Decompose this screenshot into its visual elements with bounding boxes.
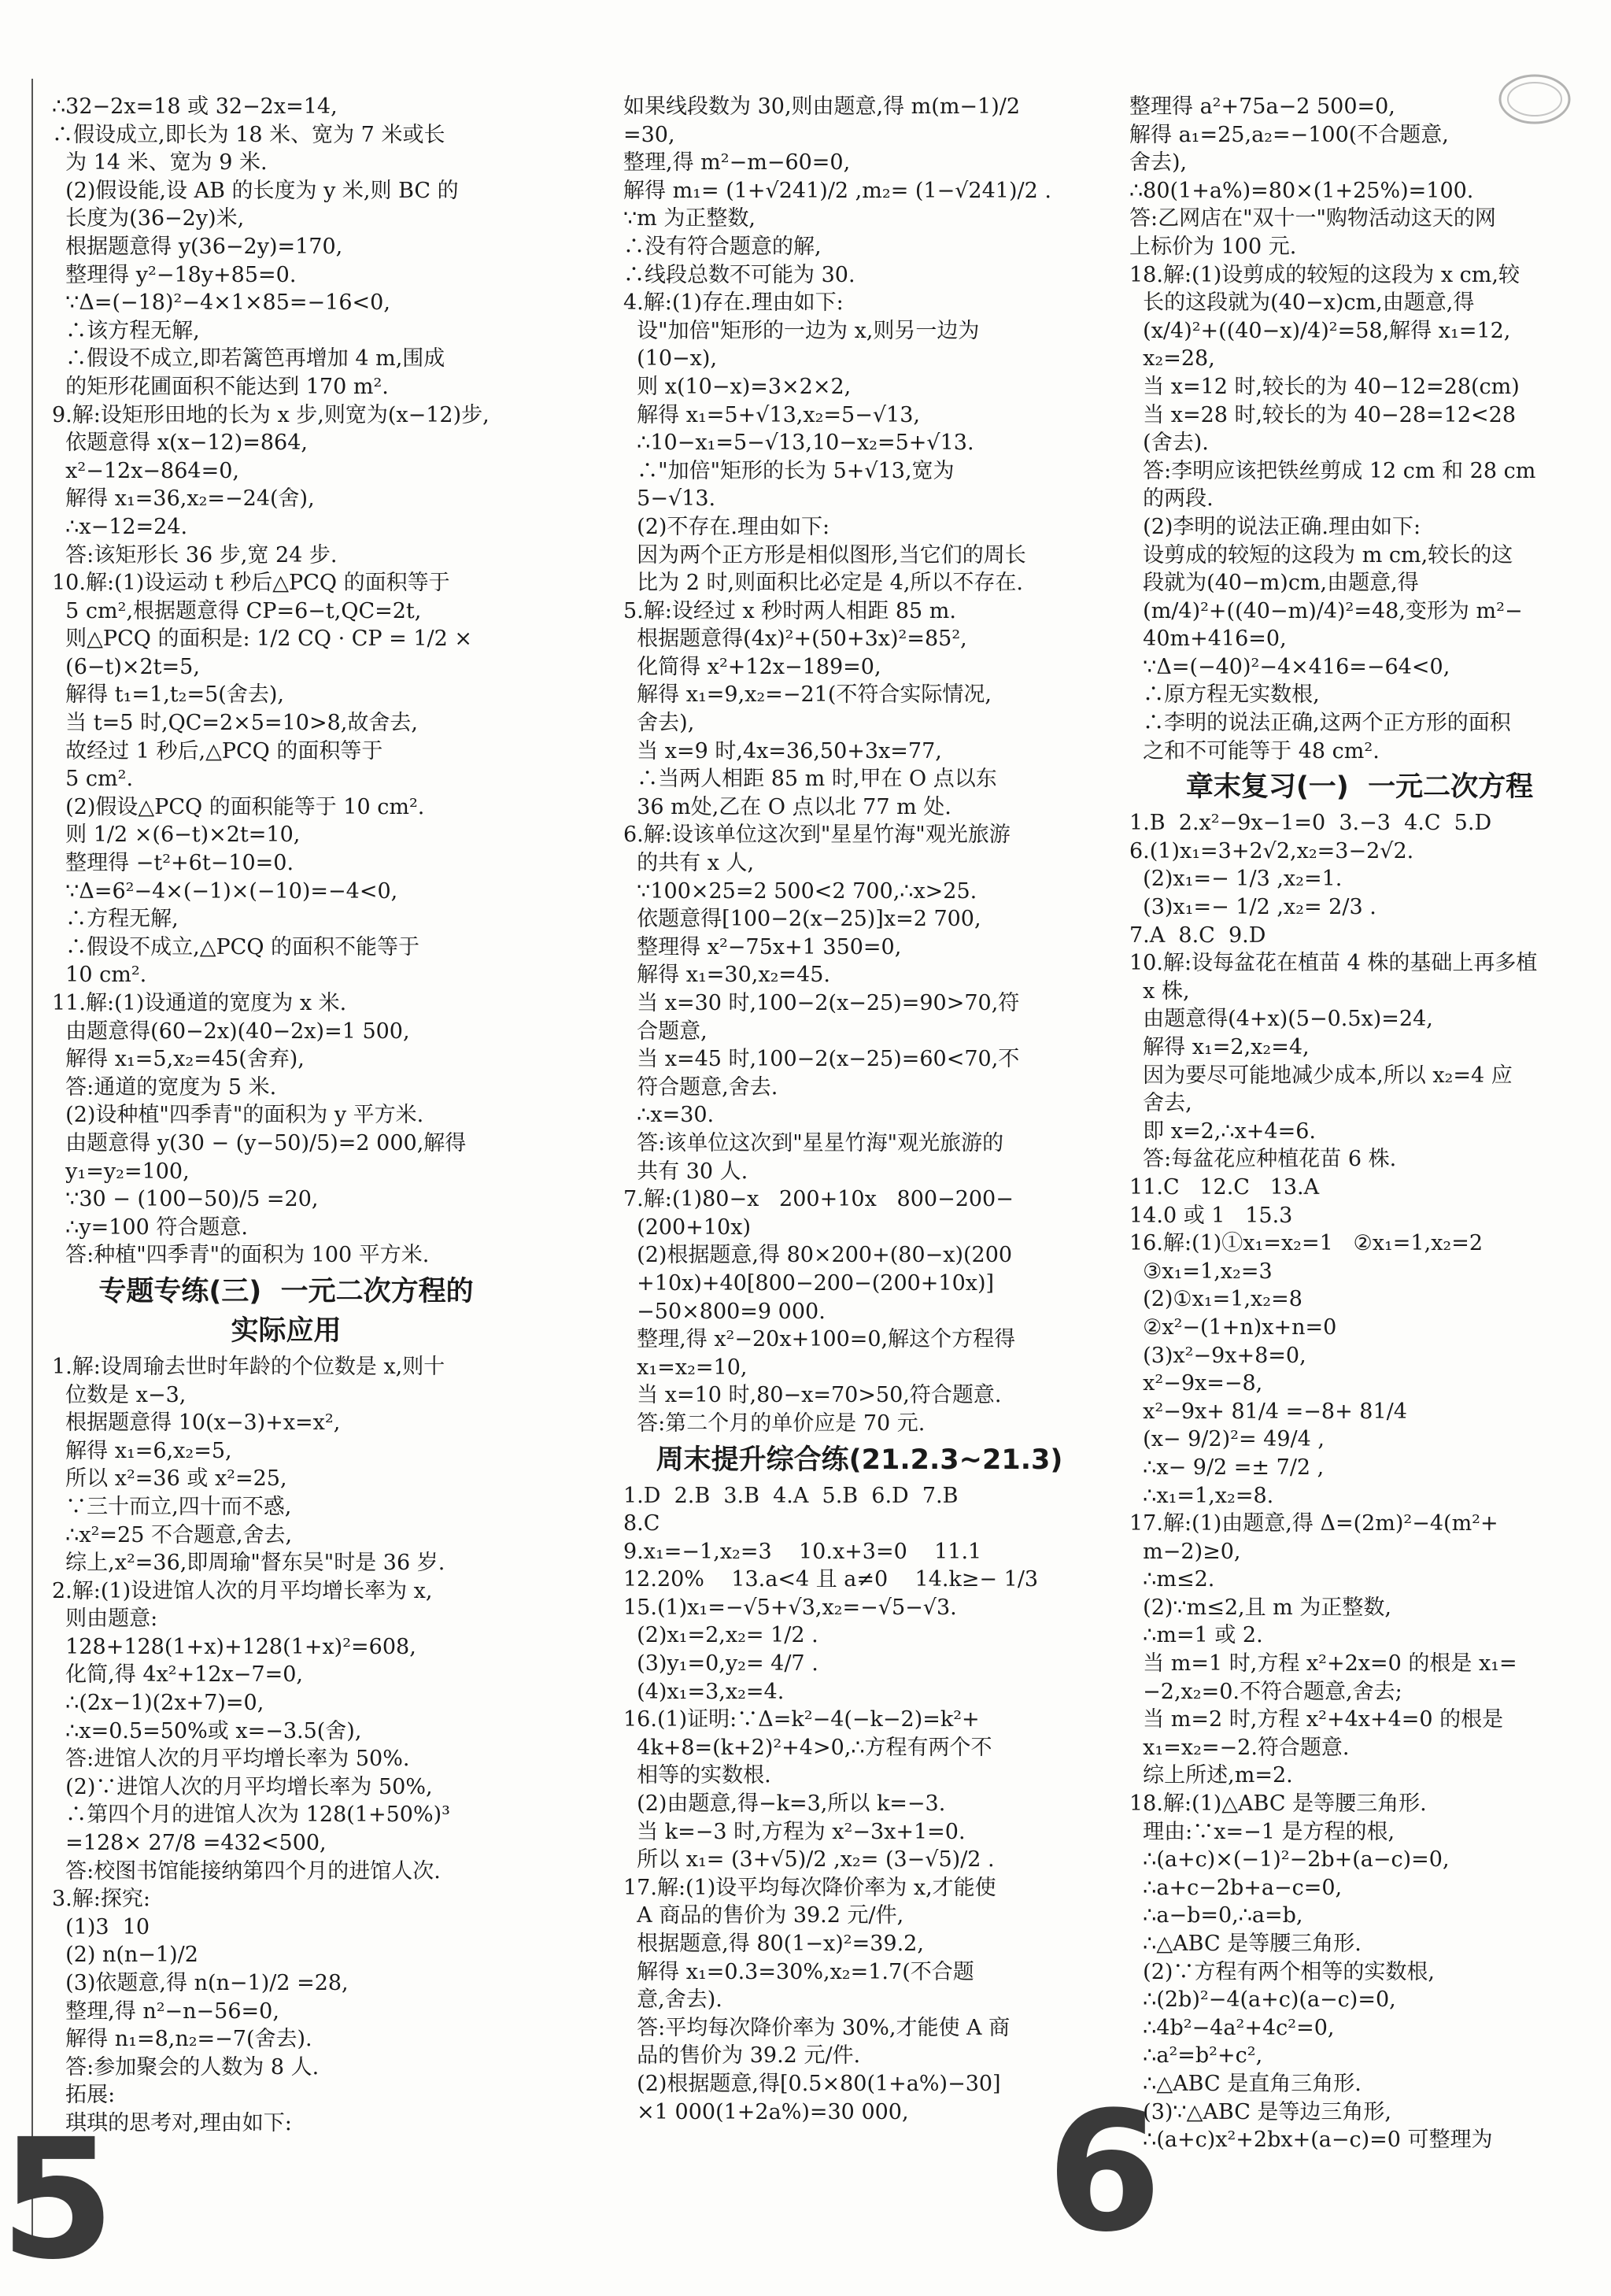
text-line: ∴李明的说法正确,这两个正方形的面积	[1129, 711, 1511, 736]
text-line: 设剪成的较短的这段为 m cm,较长的这	[1129, 542, 1513, 568]
binding-gutter-line	[0, 79, 33, 2243]
text-line: 17.解:(1)由题意,得 Δ=(2m)²−4(m²+	[1129, 1511, 1498, 1536]
text-line: (4)x₁=3,x₂=4.	[623, 1679, 785, 1704]
text-line: (3)x²−9x+8=0,	[1129, 1343, 1306, 1368]
text-line: 当 x=9 时,4x=36,50+3x=77,	[623, 738, 942, 763]
text-line: 之和不可能等于 48 cm².	[1129, 738, 1380, 763]
text-line: 11.解:(1)设通道的宽度为 x 米.	[52, 991, 347, 1015]
text-line: ∵m 为正整数,	[623, 206, 756, 231]
text-line: (m/4)²+((40−m)/4)²=48,变形为 m²−	[1129, 598, 1523, 623]
text-line: 舍去),	[1129, 150, 1188, 176]
text-line: −2,x₂=0.不符合题意,舍去;	[1129, 1679, 1402, 1704]
text-line: ∴80(1+a%)=80×(1+25%)=100.	[1129, 178, 1474, 203]
text-line: (3)x₁=− 1/2 ,x₂= 2/3 .	[1129, 895, 1376, 920]
text-line: 5 cm²,根据题意得 CP=6−t,QC=2t,	[52, 598, 422, 623]
text-line: m−2)≥0,	[1129, 1539, 1241, 1564]
text-line: x₂=28,	[1129, 346, 1215, 372]
text-line: 依题意得[100−2(x−25)]x=2 700,	[623, 907, 981, 932]
text-line: (2)①x₁=1,x₂=8	[1129, 1287, 1302, 1312]
text-line: 解得 x₁=9,x₂=−21(不符合实际情况,	[623, 682, 992, 708]
text-line: 6.解:设该单位这次到"星星竹海"观光旅游	[623, 823, 1011, 848]
text-line: 5−√13.	[623, 486, 716, 512]
text-line: 比为 2 时,则面积比必定是 4,所以不存在.	[623, 571, 1024, 596]
text-line: =128× 27/8 =432<500,	[52, 1831, 327, 1856]
text-line: ∴10−x₁=5−√13,10−x₂=5+√13.	[623, 431, 974, 456]
text-line: 当 m=1 时,方程 x²+2x=0 的根是 x₁=	[1129, 1651, 1517, 1677]
text-line: ∴当两人相距 85 m 时,甲在 O 点以东	[623, 767, 997, 792]
text-line: 答:李明应该把铁丝剪成 12 cm 和 28 cm	[1129, 458, 1536, 483]
text-line: 合题意,	[623, 1019, 708, 1044]
text-line: 段就为(40−m)cm,由题意,得	[1129, 571, 1419, 596]
text-line: 当 m=2 时,方程 x²+4x+4=0 的根是	[1129, 1707, 1504, 1732]
text-line: 18.解:(1)△ABC 是等腰三角形.	[1129, 1791, 1427, 1817]
text-line: 依题意得 x(x−12)=864,	[52, 431, 308, 456]
text-line: (2)∵进馆人次的月平均增长率为 50%,	[52, 1774, 433, 1799]
text-line: ∴第四个月的进馆人次为 128(1+50%)³	[52, 1802, 450, 1828]
text-line: 解得 x₁=36,x₂=−24(舍),	[52, 486, 315, 512]
text-line: 10 cm².	[52, 963, 147, 988]
text-line: 为 14 米、宽为 9 米.	[52, 150, 268, 176]
text-line: ∴△ABC 是等腰三角形.	[1129, 1932, 1362, 1956]
text-line: (2)∵方程有两个相等的实数根,	[1129, 1959, 1435, 1984]
text-line: 当 x=28 时,较长的为 40−28=12<28	[1129, 402, 1516, 427]
text-line: (3)∵△ABC 是等边三角形,	[1129, 2099, 1392, 2124]
text-line: 解得 m₁= (1+√241)/2 ,m₂= (1−√241)/2 .	[623, 178, 1051, 203]
text-line: ∴(2x−1)(2x+7)=0,	[52, 1691, 264, 1716]
text-line: 综上所述,m=2.	[1129, 1763, 1293, 1788]
text-line: ∵Δ=(−18)²−4×1×85=−16<0,	[52, 290, 390, 316]
text-line: (舍去).	[1129, 431, 1209, 456]
text-line: 当 x=45 时,100−2(x−25)=60<70,不	[623, 1047, 1020, 1072]
text-line: 位数是 x−3,	[52, 1382, 187, 1407]
text-line: 所以 x₁= (3+√5)/2 ,x₂= (3−√5)/2 .	[623, 1847, 995, 1873]
text-line: 相等的实数根.	[623, 1763, 771, 1788]
text-line: ∴(a+c)×(−1)²−2b+(a−c)=0,	[1129, 1847, 1450, 1873]
text-line: 整理得 x²−75x+1 350=0,	[623, 934, 902, 959]
text-line: ×1 000(1+2a%)=30 000,	[623, 2099, 909, 2124]
text-line: 长度为(36−2y)米,	[52, 206, 245, 231]
text-line: ∴x− 9/2 =± 7/2 ,	[1129, 1455, 1325, 1480]
text-line: 符合题意,舍去.	[623, 1074, 778, 1100]
text-line: 16.(1)证明:∵Δ=k²−4(−k−2)=k²+	[623, 1707, 980, 1732]
text-line: =30,	[623, 122, 675, 147]
text-line: ∴x=0.5=50%或 x=−3.5(舍),	[52, 1718, 362, 1743]
text-line: 10.解:设每盆花在植苗 4 株的基础上再多植	[1129, 951, 1538, 976]
text-line: (10−x),	[623, 346, 718, 372]
text-line: ∴假设不成立,△PCQ 的面积不能等于	[52, 934, 420, 959]
text-line: (6−t)×2t=5,	[52, 654, 200, 679]
text-line: ∴a²=b²+c²,	[1129, 2043, 1263, 2069]
text-line: 4k+8=(k+2)²+4>0,∴方程有两个不	[623, 1735, 992, 1760]
text-line: 当 x=30 时,100−2(x−25)=90>70,符	[623, 991, 1020, 1015]
text-line: 16.解:(1)①x₁=x₂=1 ②x₁=1,x₂=2	[1129, 1231, 1484, 1256]
text-line: x₁=x₂=−2.符合题意.	[1129, 1735, 1350, 1760]
text-line: 化简得 x²+12x−189=0,	[623, 654, 881, 679]
text-line: x²−9x+ 81/4 =−8+ 81/4	[1129, 1399, 1407, 1424]
text-line: ∵三十而立,四十而不惑,	[52, 1494, 292, 1519]
text-line: 品的售价为 39.2 元/件.	[623, 2043, 861, 2069]
text-line: 的两段.	[1129, 486, 1214, 512]
text-line: 40m+416=0,	[1129, 627, 1287, 652]
text-line: 整理,得 x²−20x+100=0,解这个方程得	[623, 1327, 1016, 1352]
text-line: (3)y₁=0,y₂= 4/7 .	[623, 1651, 818, 1677]
text-line: 36 m处,乙在 O 点以北 77 m 处.	[623, 794, 951, 819]
text-line: 答:该矩形长 36 步,宽 24 步.	[52, 542, 338, 568]
text-line: 解得 x₁=5+√13,x₂=5−√13,	[623, 402, 920, 427]
text-line: 答:种植"四季青"的面积为 100 平方米.	[52, 1243, 430, 1268]
text-line: 则△PCQ 的面积是: 1/2 CQ · CP = 1/2 ×	[52, 627, 473, 652]
text-line: ∴假设成立,即长为 18 米、宽为 7 米或长	[52, 122, 445, 147]
middle-column	[623, 93, 1096, 2126]
text-line: (2)假设能,设 AB 的长度为 y 米,则 BC 的	[52, 178, 459, 203]
text-line: ∵30 − (100−50)/5 =20,	[52, 1187, 319, 1212]
text-line: 3.解:探究:	[52, 1887, 150, 1912]
text-line: (2)x₁=− 1/3 ,x₂=1.	[1129, 867, 1343, 892]
text-line: (x− 9/2)²= 49/4 ,	[1129, 1427, 1325, 1452]
text-line: (2)假设△PCQ 的面积能等于 10 cm².	[52, 794, 425, 819]
text-line: 由题意得(60−2x)(40−2x)=1 500,	[52, 1019, 410, 1044]
text-line: 5 cm².	[52, 767, 134, 792]
text-line: (2)设种植"四季青"的面积为 y 平方米.	[52, 1103, 424, 1128]
text-line: 解得 x₁=2,x₂=4,	[1129, 1035, 1310, 1059]
text-line: 10.解:(1)设运动 t 秒后△PCQ 的面积等于	[52, 571, 450, 596]
text-line: 1.D 2.B 3.B 4.A 5.B 6.D 7.B	[623, 1483, 959, 1508]
text-line: 整理得 a²+75a−2 500=0,	[1129, 94, 1395, 119]
text-line: +10x)+40[800−200−(200+10x)]	[623, 1270, 995, 1296]
text-line: 因为两个正方形是相似图形,当它们的周长	[623, 542, 1026, 568]
text-line: 解得 x₁=6,x₂=5,	[52, 1438, 232, 1463]
text-line: (1)3 10	[52, 1914, 150, 1939]
text-line: 答:进馆人次的月平均增长率为 50%.	[52, 1747, 410, 1772]
text-line: 所以 x²=36 或 x²=25,	[52, 1466, 287, 1492]
text-line: ∴"加倍"矩形的长为 5+√13,宽为	[623, 458, 955, 483]
text-line: ∴假设不成立,即若篱笆再增加 4 m,围成	[52, 346, 445, 372]
text-line: (x/4)²+((40−x)/4)²=58,解得 x₁=12,	[1129, 318, 1511, 343]
text-line: 答:乙网店在"双十一"购物活动这天的网	[1129, 206, 1496, 231]
text-line: 解得 x₁=5,x₂=45(舍弃),	[52, 1047, 305, 1072]
text-line: ∴x−12=24.	[52, 514, 188, 539]
text-line: 则由题意:	[52, 1606, 158, 1632]
text-line: 故经过 1 秒后,△PCQ 的面积等于	[52, 738, 383, 763]
text-line: (2)根据题意,得 80×200+(80−x)(200	[623, 1243, 1013, 1268]
text-line: 18.解:(1)设剪成的较短的这段为 x cm,较	[1129, 262, 1520, 287]
text-line: 由题意得 y(30 − (y−50)/5)=2 000,解得	[52, 1130, 467, 1155]
text-line: ∴(2b)²−4(a+c)(a−c)=0,	[1129, 1987, 1396, 2013]
text-line: 化简,得 4x²+12x−7=0,	[52, 1662, 303, 1688]
text-line: ∴y=100 符合题意.	[52, 1215, 248, 1240]
text-line: 答:参加聚会的人数为 8 人.	[52, 2054, 320, 2080]
text-line: ∴没有符合题意的解,	[623, 234, 822, 259]
text-line: ∴该方程无解,	[52, 318, 200, 343]
text-line: 当 t=5 时,QC=2×5=10>8,故舍去,	[52, 711, 418, 736]
text-line: 长的这段就为(40−x)cm,由题意,得	[1129, 290, 1475, 316]
text-line: 2.解:(1)设进馆人次的月平均增长率为 x,	[52, 1578, 433, 1603]
text-line: (3)依题意,得 n(n−1)/2 =28,	[52, 1971, 349, 1995]
text-line: 则 x(10−x)=3×2×2,	[623, 374, 852, 399]
text-line: 整理得 −t²+6t−10=0.	[52, 851, 294, 876]
page-number-left: 5	[0, 2103, 116, 2296]
text-line: 如果线段数为 30,则由题意,得 m(m−1)/2	[623, 94, 1021, 119]
text-line: 当 x=12 时,较长的为 40−12=28(cm)	[1129, 374, 1520, 399]
text-line: 的矩形花圃面积不能达到 170 m².	[52, 374, 389, 399]
text-line: (2) n(n−1)/2	[52, 1943, 198, 1968]
text-line: 解得 t₁=1,t₂=5(舍去),	[52, 682, 284, 708]
text-line: (2)∵m≤2,且 m 为正整数,	[1129, 1595, 1391, 1620]
text-line: ∴原方程无实数根,	[1129, 682, 1320, 708]
text-line: (200+10x)	[623, 1215, 751, 1240]
text-line: 琪琪的思考对,理由如下:	[52, 2110, 292, 2135]
text-line: ∴m≤2.	[1129, 1567, 1215, 1592]
text-line: 答:每盆花应种植花苗 6 株.	[1129, 1147, 1397, 1172]
text-line: 答:通道的宽度为 5 米.	[52, 1074, 277, 1100]
text-line: 9.解:设矩形田地的长为 x 步,则宽为(x−12)步,	[52, 402, 490, 427]
text-line: ②x²−(1+n)x+n=0	[1129, 1314, 1337, 1340]
text-line: x₁=x₂=10,	[623, 1355, 748, 1380]
text-line: (2)不存在.理由如下:	[623, 514, 830, 539]
text-line: 6.(1)x₁=3+2√2,x₂=3−2√2.	[1129, 838, 1414, 863]
page-number-right: 6	[1047, 2076, 1162, 2268]
text-line: 128+128(1+x)+128(1+x)²=608,	[52, 1634, 416, 1659]
text-line: A 商品的售价为 39.2 元/件,	[623, 1903, 904, 1928]
text-line: 答:该单位这次到"星星竹海"观光旅游的	[623, 1130, 1004, 1155]
text-line: 上标价为 100 元.	[1129, 234, 1297, 259]
text-line: ∴x=30.	[623, 1103, 715, 1128]
text-line: 7.A 8.C 9.D	[1129, 922, 1266, 948]
text-line: (2)根据题意,得[0.5×80(1+a%)−30]	[623, 2071, 1001, 2096]
text-line: 8.C	[623, 1511, 660, 1536]
text-line: 解得 x₁=0.3=30%,x₂=1.7(不合题	[623, 1959, 974, 1984]
text-line: (2)由题意,得−k=3,所以 k=−3.	[623, 1791, 946, 1817]
text-line: 7.解:(1)80−x 200+10x 800−200−	[623, 1187, 1014, 1212]
text-line: ∴a−b=0,∴a=b,	[1129, 1903, 1303, 1928]
text-line: ∴a+c−2b+a−c=0,	[1129, 1875, 1343, 1900]
section-heading: 周末提升综合练(21.2.3~21.3)	[656, 1444, 1063, 1476]
text-line: 1.解:设周瑜去世时年龄的个位数是 x,则十	[52, 1354, 445, 1379]
text-line: 解得 x₁=30,x₂=45.	[623, 963, 830, 988]
text-line: x²−12x−864=0,	[52, 458, 239, 483]
text-line: 整理,得 m²−m−60=0,	[623, 150, 851, 176]
text-line: 答:第二个月的单价应是 70 元.	[623, 1411, 926, 1436]
text-line: 1.B 2.x²−9x−1=0 3.−3 4.C 5.D	[1129, 811, 1492, 836]
text-line: 整理,得 n²−n−56=0,	[52, 1998, 279, 2024]
text-line: −50×800=9 000.	[623, 1299, 826, 1324]
text-line: 根据题意得 y(36−2y)=170,	[52, 234, 343, 259]
text-line: 答:校图书馆能接纳第四个月的进馆人次.	[52, 1858, 441, 1884]
text-line: 4.解:(1)存在.理由如下:	[623, 290, 844, 316]
text-line: 根据题意得 10(x−3)+x=x²,	[52, 1411, 341, 1436]
text-line: 则 1/2 ×(6−t)×2t=10,	[52, 823, 301, 848]
text-line: 舍去,	[1129, 1091, 1192, 1116]
text-line: 根据题意得(4x)²+(50+3x)²=85²,	[623, 627, 967, 652]
text-line: ∴(a+c)x²+2bx+(a−c)=0 可整理为	[1129, 2128, 1493, 2153]
text-line: ∴m=1 或 2.	[1129, 1623, 1263, 1648]
section-heading: 章末复习(一) 一元二次方程	[1185, 771, 1534, 804]
text-line: y₁=y₂=100,	[52, 1159, 190, 1184]
text-line: x²−9x=−8,	[1129, 1371, 1263, 1396]
text-line: 拓展:	[52, 2083, 116, 2108]
right-column	[1129, 93, 1590, 2154]
text-line: 综上,x²=36,即周瑜"督东吴"时是 36 岁.	[52, 1551, 445, 1576]
text-line: ∴x₁=1,x₂=8.	[1129, 1483, 1274, 1508]
text-line: ∴线段总数不可能为 30.	[623, 262, 855, 287]
text-line: ∴32−2x=18 或 32−2x=14,	[52, 94, 338, 119]
section-heading: 专题专练(三) 一元二次方程的	[98, 1275, 474, 1307]
text-line: ∴△ABC 是直角三角形.	[1129, 2071, 1362, 2096]
text-line: 17.解:(1)设平均每次降价率为 x,才能使	[623, 1875, 996, 1900]
text-line: 整理得 y²−18y+85=0.	[52, 262, 297, 287]
text-line: ∵Δ=(−40)²−4×416=−64<0,	[1129, 654, 1450, 679]
text-line: 11.C 12.C 13.A	[1129, 1174, 1320, 1200]
text-line: 因为要尽可能地减少成本,所以 x₂=4 应	[1129, 1063, 1513, 1088]
text-line: ∵100×25=2 500<2 700,∴x>25.	[623, 878, 977, 904]
text-line: 意,舍去).	[623, 1987, 722, 2013]
text-line: ∴x²=25 不合题意,舍去,	[52, 1522, 293, 1547]
text-line: 9.x₁=−1,x₂=3 10.x+3=0 11.1	[623, 1539, 982, 1564]
text-line: ∴方程无解,	[52, 907, 179, 932]
text-line: ∵Δ=6²−4×(−1)×(−10)=−4<0,	[52, 878, 398, 904]
text-line: 解得 n₁=8,n₂=−7(舍去).	[52, 2027, 312, 2052]
text-line: 即 x=2,∴x+4=6.	[1129, 1118, 1316, 1144]
text-line: x 株,	[1129, 978, 1190, 1004]
text-line: 根据题意,得 80(1−x)²=39.2,	[623, 1932, 924, 1956]
text-line: (2)x₁=2,x₂= 1/2 .	[623, 1623, 818, 1648]
text-line: 当 k=−3 时,方程为 x²−3x+1=0.	[623, 1819, 966, 1844]
section-heading: 实际应用	[231, 1314, 342, 1347]
text-line: ③x₁=1,x₂=3	[1129, 1259, 1273, 1284]
text-line: 当 x=10 时,80−x=70>50,符合题意.	[623, 1383, 1002, 1408]
text-line: (2)李明的说法正确.理由如下:	[1129, 514, 1421, 539]
text-line: 15.(1)x₁=−√5+√3,x₂=−√5−√3.	[623, 1595, 957, 1620]
text-line: 14.0 或 1 15.3	[1129, 1203, 1293, 1228]
text-line: 5.解:设经过 x 秒时两人相距 85 m.	[623, 598, 956, 623]
text-line: 理由:∵x=−1 是方程的根,	[1129, 1819, 1395, 1844]
text-line: 12.20% 13.a<4 且 a≠0 14.k≥− 1/3	[623, 1567, 1039, 1592]
text-line: 设"加倍"矩形的一边为 x,则另一边为	[623, 318, 980, 343]
text-line: 的共有 x 人,	[623, 851, 755, 876]
text-line: 共有 30 人.	[623, 1159, 748, 1184]
left-column	[52, 93, 520, 2138]
text-line: 解得 a₁=25,a₂=−100(不合题意,	[1129, 122, 1449, 147]
text-line: 由题意得(4+x)(5−0.5x)=24,	[1129, 1007, 1433, 1032]
text-line: 答:平均每次降价率为 30%,才能使 A 商	[623, 2015, 1011, 2040]
text-line: ∴4b²−4a²+4c²=0,	[1129, 2015, 1335, 2040]
text-line: 舍去),	[623, 711, 695, 736]
